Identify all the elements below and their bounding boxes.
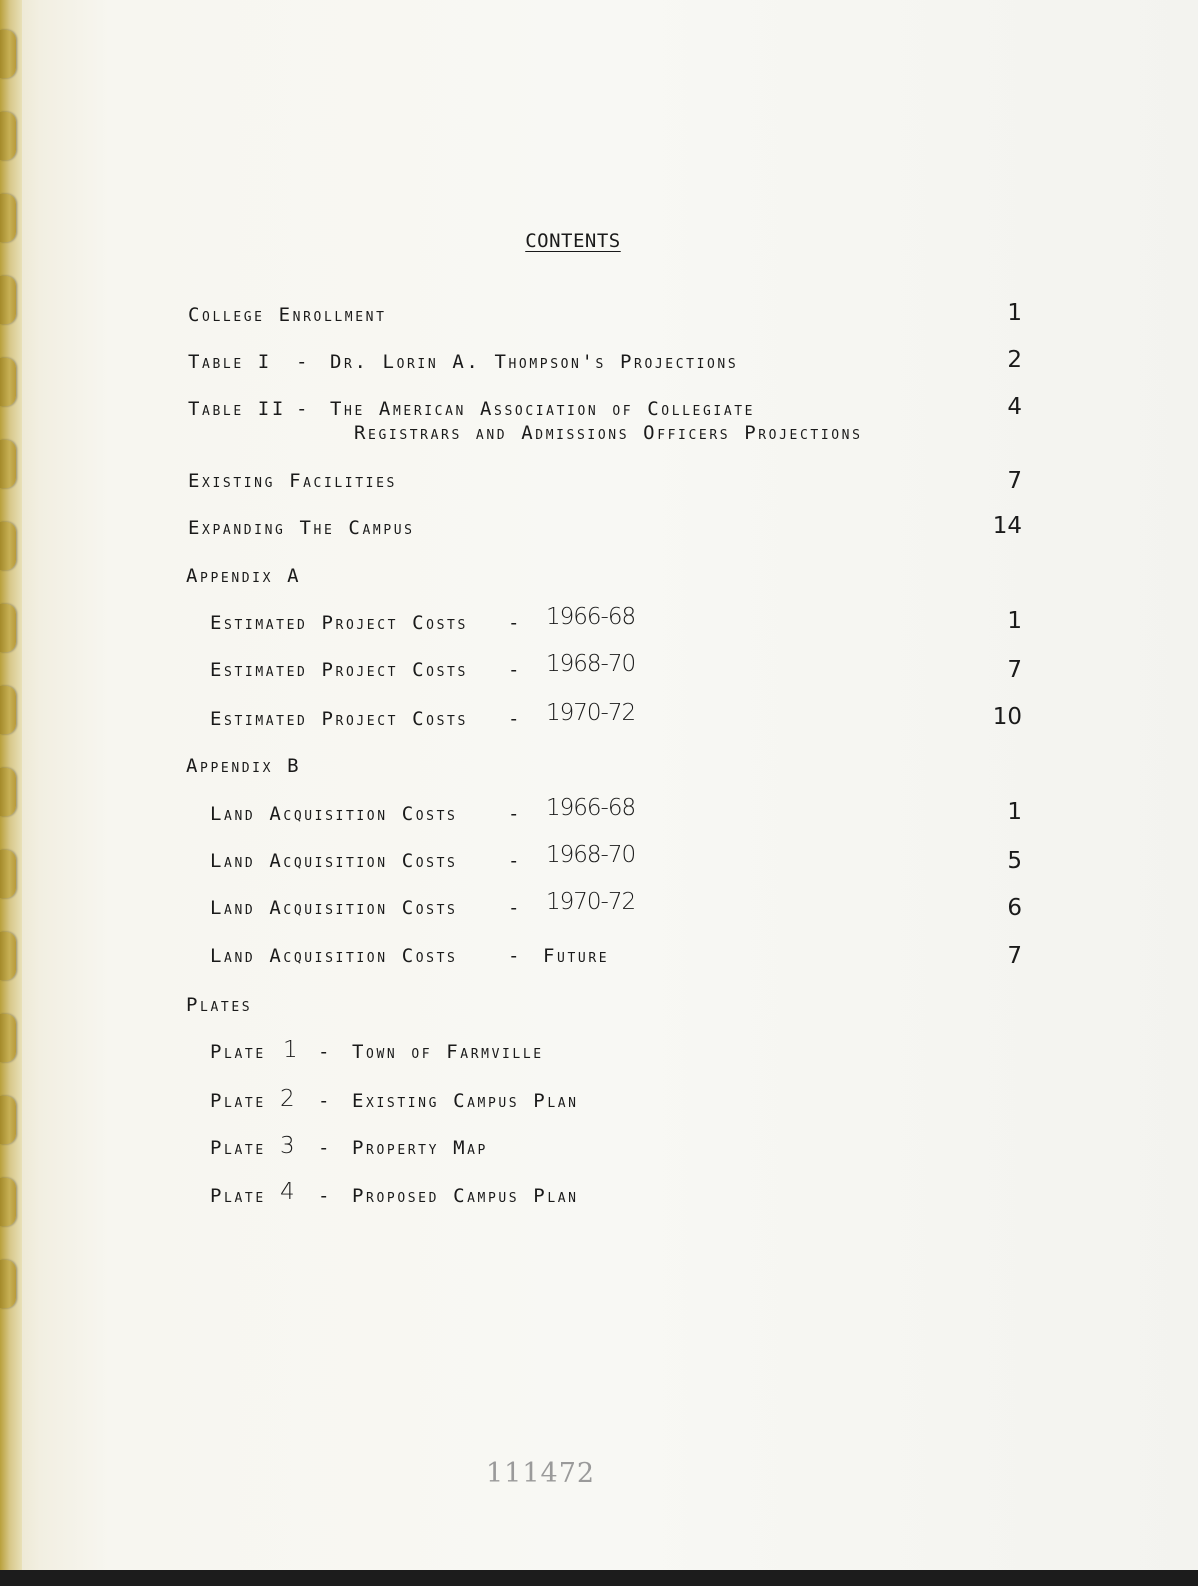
entry-label: Land Acquisition Costs <box>210 803 458 825</box>
entry-label: Land Acquisition Costs <box>210 897 458 919</box>
entry-detail: Dr. Lorin A. Thompson's Projections <box>330 351 739 373</box>
appendix-a-label: Appendix A <box>186 565 302 587</box>
plate-title: Existing Campus Plan <box>352 1090 579 1112</box>
entry-period: 1966-68 <box>546 795 636 821</box>
entry-period: 1970-72 <box>546 700 636 726</box>
binding-ring <box>0 112 16 160</box>
entry-period: Future <box>543 945 610 967</box>
page-number: 4 <box>1007 394 1022 420</box>
entry-dash: - <box>508 612 520 634</box>
entry-dash: - <box>508 659 520 681</box>
plate-number: 1 <box>283 1037 297 1063</box>
page-number: 6 <box>1007 895 1022 921</box>
binding-ring <box>0 1178 16 1226</box>
page-number: 7 <box>1007 943 1022 969</box>
entry-dash: - <box>296 398 308 420</box>
accession-stamp: 111472 <box>486 1458 596 1489</box>
binding-ring <box>0 686 16 734</box>
plates-label: Plates <box>186 994 253 1016</box>
entry-dash: - <box>508 945 520 967</box>
entry-label: Estimated Project Costs <box>210 612 468 634</box>
binding-ring <box>0 1260 16 1308</box>
plate-title: Town of Farmville <box>352 1041 544 1063</box>
page-number: 10 <box>992 704 1022 730</box>
plate-label: Plate <box>210 1185 266 1207</box>
page-number: 1 <box>1007 799 1022 825</box>
binding-ring <box>0 604 16 652</box>
entry-label: Expanding The Campus <box>188 517 415 539</box>
binding-ring <box>0 1014 16 1062</box>
page-number: 2 <box>1007 347 1022 373</box>
binding-ring <box>0 440 16 488</box>
plate-title: Proposed Campus Plan <box>352 1185 579 1207</box>
page-number: 5 <box>1007 848 1022 874</box>
page-title: CONTENTS <box>525 230 621 252</box>
binding-ring <box>0 276 16 324</box>
binding-ring <box>0 850 16 898</box>
entry-dash: - <box>318 1041 330 1063</box>
plate-label: Plate <box>210 1041 266 1063</box>
page-number: 7 <box>1007 657 1022 683</box>
entry-dash: - <box>508 803 520 825</box>
binding-ring <box>0 30 16 78</box>
entry-label: Table II <box>188 398 286 420</box>
entry-dash: - <box>318 1137 330 1159</box>
page-number: 1 <box>1007 300 1022 326</box>
binding-ring <box>0 1096 16 1144</box>
entry-period: 1968-70 <box>546 842 636 868</box>
entry-dash: - <box>508 708 520 730</box>
entry-label: Existing Facilities <box>188 470 397 492</box>
entry-label: Table I <box>188 351 272 373</box>
plate-number: 2 <box>280 1086 294 1112</box>
scan-edge <box>0 1570 1198 1586</box>
plate-label: Plate <box>210 1090 266 1112</box>
entry-dash: - <box>296 351 308 373</box>
entry-period: 1966-68 <box>546 604 636 630</box>
entry-label: College Enrollment <box>188 304 387 326</box>
binding-ring <box>0 522 16 570</box>
page-number: 1 <box>1007 608 1022 634</box>
binding-ring <box>0 932 16 980</box>
binding-ring <box>0 768 16 816</box>
entry-detail-continued: Registrars and Admissions Officers Projections <box>354 422 863 444</box>
page-number: 14 <box>992 513 1022 539</box>
plate-number: 4 <box>280 1179 294 1205</box>
entry-dash: - <box>508 897 520 919</box>
page-number: 7 <box>1007 468 1022 494</box>
entry-dash: - <box>318 1090 330 1112</box>
entry-period: 1970-72 <box>546 889 636 915</box>
entry-label: Land Acquisition Costs <box>210 945 458 967</box>
plate-number: 3 <box>280 1133 294 1159</box>
plate-label: Plate <box>210 1137 266 1159</box>
entry-label: Estimated Project Costs <box>210 708 468 730</box>
binding-ring <box>0 358 16 406</box>
entry-label: Land Acquisition Costs <box>210 850 458 872</box>
entry-label: Estimated Project Costs <box>210 659 468 681</box>
entry-dash: - <box>508 850 520 872</box>
entry-period: 1968-70 <box>546 651 636 677</box>
plate-title: Property Map <box>352 1137 488 1159</box>
entry-dash: - <box>318 1185 330 1207</box>
entry-detail: The American Association of Collegiate <box>330 398 756 420</box>
appendix-b-label: Appendix B <box>186 755 302 777</box>
